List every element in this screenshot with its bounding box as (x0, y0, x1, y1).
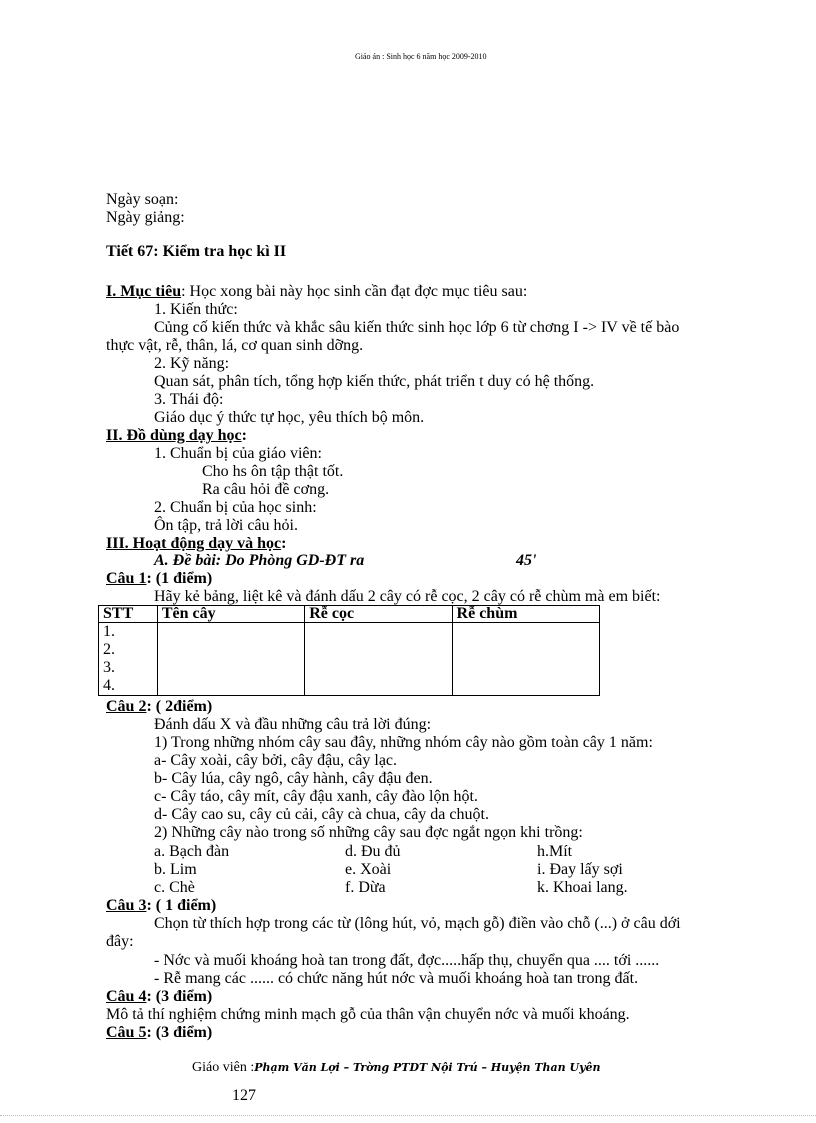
question-1-points: : (1 điểm) (146, 570, 213, 587)
question-2-heading (106, 698, 212, 716)
exam-duration: 45' (516, 552, 537, 569)
student-prep-item: Ôn tập, trả lời câu hỏi. (154, 517, 298, 534)
section-activities (106, 535, 286, 553)
plant-option: b. Lim (154, 861, 197, 878)
table-header-stt: STT (99, 606, 158, 623)
question-4-label: Câu 4 (106, 988, 147, 1005)
preparation-date-label: Ngày soạn: (106, 191, 179, 208)
question-3-points: : ( 1 điểm) (146, 897, 217, 914)
question-1-label: Câu 1 (106, 570, 147, 587)
lesson-title: Tiết 67: Kiểm tra học kì II (106, 243, 287, 260)
objective-knowledge-heading: 1. Kiến thức: (154, 301, 238, 318)
question-1-heading (106, 570, 212, 588)
plant-option: d. Đu đủ (345, 843, 401, 860)
exam-source: A. Đề bài: Do Phòng GD-ĐT ra (154, 552, 365, 569)
question-1-text: Hãy kẻ bảng, liệt kê và đánh dấu 2 cây có rễ cọc, 2 cây có rễ chùm mà em biết: (154, 588, 661, 605)
running-header: Giáo án : Sinh học 6 năm học 2009-2010 (355, 52, 487, 61)
question-3-blank-2: - Rễ mang các ...... có chức năng hút nớc và muối khoáng hoà tan trong đất. (154, 970, 639, 987)
answer-table (98, 605, 600, 696)
objective-attitude-heading: 3. Thái độ: (154, 391, 224, 408)
question-2-label: Câu 2 (106, 698, 147, 715)
table-header-row (99, 606, 600, 623)
table-row-numbers (99, 623, 158, 696)
table-row-number: 2. (103, 641, 115, 658)
question-5-label: Câu 5 (106, 1024, 147, 1041)
plant-option: a. Bạch đàn (154, 843, 230, 860)
table-cell-taproot (305, 623, 452, 696)
teacher-prep-heading: 1. Chuẩn bị của giáo viên: (154, 445, 322, 462)
question-5-points: : (3 điểm) (146, 1024, 213, 1041)
question-3-blank-1: - Nớc và muối khoáng hoà tan trong đất, đợc.....hấp thụ, chuyển qua .... tới ...... (154, 952, 660, 969)
footer (192, 1059, 601, 1077)
objective-skills-heading: 2. Kỹ năng: (154, 355, 230, 372)
plant-option: h.Mít (537, 843, 573, 860)
section-materials (106, 427, 247, 445)
teacher-prep-item-1: Cho hs ôn tập thật tốt. (202, 463, 344, 480)
plant-option: i. Đay lấy sợi (537, 861, 623, 878)
question-2-intro: Đánh dấu X và đầu những câu trả lời đúng: (154, 716, 432, 733)
footer-label: Giáo viên : (192, 1060, 255, 1075)
section-objectives (106, 283, 527, 301)
question-2-option-d: d- Cây cao su, cây củ cải, cây cà chua, cây da chuột. (154, 806, 489, 823)
objective-attitude-text: Giáo dục ý thức tự học, yêu thích bộ môn. (154, 409, 425, 426)
question-3-text: Chọn từ thích hợp trong các từ (lông hút, vỏ, mạch gỗ) điền vào chỗ (...) ở câu dới (154, 915, 681, 932)
question-5-heading (106, 1024, 212, 1042)
section-objectives-intro: : Học xong bài này học sinh cần đạt đợc mục tiêu sau: (181, 283, 528, 300)
question-3-label: Câu 3 (106, 897, 147, 914)
student-prep-heading: 2. Chuẩn bị của học sinh: (154, 499, 317, 516)
table-row-number: 4. (103, 677, 115, 694)
teacher-signature-name: Phạm Văn Lợi – Trờng PTDT Nội Trú – Huyện Than Uyên (254, 1061, 601, 1074)
plant-option: f. Dừa (345, 879, 386, 896)
table-header-plant-name: Tên cây (157, 606, 304, 623)
table-cell-plant-name (157, 623, 304, 696)
question-2-option-a: a- Cây xoài, cây bởi, cây đậu, cây lạc. (154, 752, 398, 769)
question-3-text-cont: đây: (106, 933, 134, 950)
section-materials-colon: : (241, 427, 247, 444)
question-2-points: : ( 2điểm) (146, 698, 213, 715)
section-activities-colon: : (281, 535, 287, 552)
question-4-heading (106, 988, 212, 1006)
table-cell-fibrous-root (452, 623, 599, 696)
table-header-taproot: Rễ cọc (305, 606, 452, 623)
table-header-fibrous-root: Rễ chùm (452, 606, 599, 623)
question-2-option-c: c- Cây táo, cây mít, cây đậu xanh, cây đào lộn hột. (154, 788, 478, 805)
section-materials-heading: II. Đồ dùng dạy học (106, 427, 242, 444)
question-2-part-1: 1) Trong những nhóm cây sau đây, những nhóm cây nào gồm toàn cây 1 năm: (154, 734, 653, 751)
objective-knowledge-text-cont: thực vật, rễ, thân, lá, cơ quan sinh dỡng. (106, 337, 364, 354)
section-activities-heading: III. Hoạt động dạy và học (106, 535, 282, 552)
table-row-number: 3. (103, 659, 115, 676)
plant-option: e. Xoài (345, 861, 392, 878)
question-2-part-2: 2) Những cây nào trong số những cây sau đợc ngắt ngọn khi trồng: (154, 824, 583, 841)
teacher-prep-item-2: Ra câu hỏi đề cơng. (202, 481, 330, 498)
section-objectives-heading: I. Mục tiêu (106, 283, 182, 300)
page-number: 127 (232, 1087, 256, 1104)
plant-option: k. Khoai lang. (537, 879, 628, 896)
objective-skills-text: Quan sát, phân tích, tổng hợp kiến thức, phát triển t duy có hệ thống. (154, 373, 595, 390)
question-2-option-b: b- Cây lúa, cây ngô, cây hành, cây đậu đen. (154, 770, 433, 787)
table-row-number: 1. (103, 623, 115, 640)
table-body-row (99, 623, 600, 696)
plant-option: c. Chè (154, 879, 195, 896)
question-3-heading (106, 897, 216, 915)
question-4-points: : (3 điểm) (146, 988, 213, 1005)
page-bottom-divider (0, 1115, 816, 1116)
teaching-date-label: Ngày giảng: (106, 209, 185, 226)
question-4-text: Mô tả thí nghiệm chứng minh mạch gỗ của thân vận chuyển nớc và muối khoáng. (106, 1006, 630, 1023)
objective-knowledge-text: Củng cố kiến thức và khắc sâu kiến thức sinh học lớp 6 từ chơng I -> IV về tế bào (154, 319, 680, 336)
